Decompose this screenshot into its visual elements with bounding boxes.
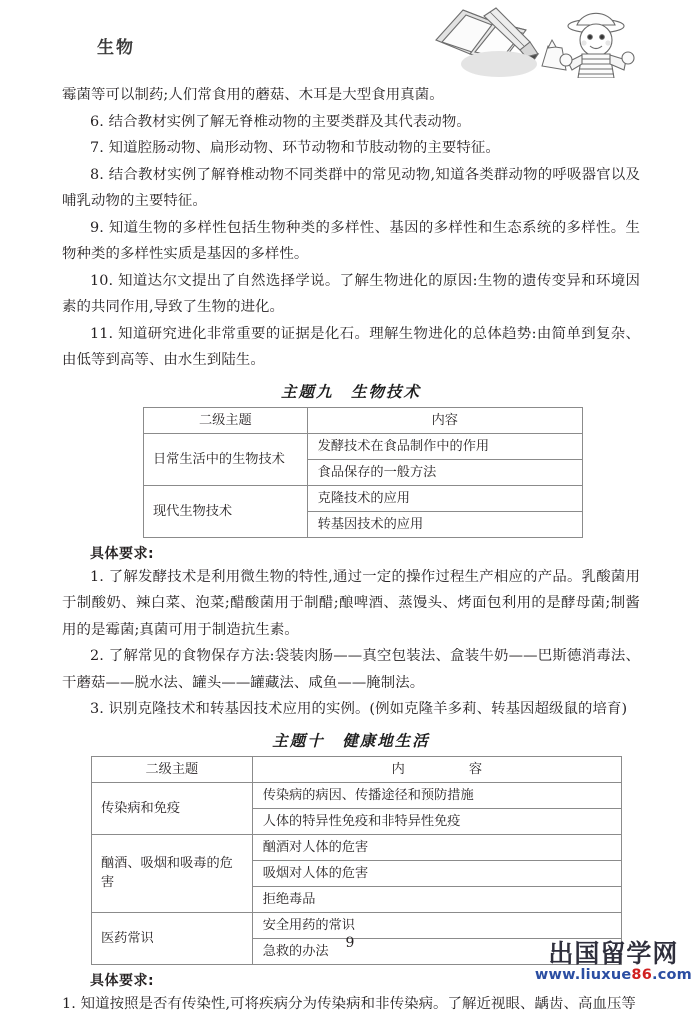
topic10-table (91, 756, 622, 965)
column-header-subject: 二级主题 (144, 407, 308, 433)
subject-badge-label: 生物 (97, 33, 135, 58)
body-paragraph: 8. 结合教材实例了解脊椎动物不同类群中的常见动物,知道各类群动物的呼吸器官以及哺乳动物的主要特征。 (62, 162, 640, 215)
requirement-item: 1. 知道按照是否有传染性,可将疾病分为传染病和非传染病。了解近视眼、龋齿、高血压等 (62, 991, 640, 1017)
body-paragraph: 10. 知道达尔文提出了自然选择学说。了解生物进化的原因:生物的遗传变异和环境因素的共同作用,导致了生物的进化。 (62, 268, 640, 321)
subject-cell: 酗酒、吸烟和吸毒的危害 (92, 834, 253, 912)
column-header-content-part2: 容 (469, 760, 482, 779)
subject-cell: 现代生物技术 (144, 485, 308, 537)
requirements-heading-topic9: 具体要求: (90, 543, 640, 563)
column-header-content-part1: 内 (392, 760, 405, 779)
column-header-subject: 二级主题 (92, 756, 253, 782)
requirement-item: 3. 识别克隆技术和转基因技术应用的实例。(例如克隆羊多莉、转基因超级鼠的培育) (62, 696, 640, 723)
page-header (0, 0, 700, 80)
table-row (144, 485, 583, 511)
content-cell: 转基因技术的应用 (307, 511, 582, 537)
content-cell: 安全用药的常识 (252, 912, 621, 938)
topic9-table-wrapper (143, 407, 583, 538)
watermark-url-part1: www.liuxue (535, 967, 632, 983)
column-header-content (252, 756, 621, 782)
table-row (144, 433, 583, 459)
requirement-item: 1. 了解发酵技术是利用微生物的特性,通过一定的操作过程生产相应的产品。乳酸菌用于制酸奶、辣白菜、泡菜;醋酸菌用于制醋;酿啤酒、蒸馒头、烤面包利用的是酵母菌;制酱用的是霉菌;真菌可用于制造抗生素。 (62, 564, 640, 644)
requirement-item: 2. 了解常见的食物保存方法:袋装肉肠——真空包装法、盒装牛奶——巴斯德消毒法、干蘑菇——脱水法、罐头——罐藏法、咸鱼——腌制法。 (62, 643, 640, 696)
column-header-content: 内容 (307, 407, 582, 433)
body-paragraph: 7. 知道腔肠动物、扁形动物、环节动物和节肢动物的主要特征。 (62, 135, 640, 162)
open-book-pencil-and-student-illustration (430, 0, 645, 78)
watermark-url-part3: .com (652, 967, 692, 983)
body-paragraph: 6. 结合教材实例了解无脊椎动物的主要类群及其代表动物。 (62, 109, 640, 136)
content-cell: 食品保存的一般方法 (307, 459, 582, 485)
content-cell: 人体的特异性免疫和非特异性免疫 (252, 808, 621, 834)
table-row (92, 834, 622, 860)
requirements-heading-topic10: 具体要求: (90, 970, 640, 990)
document-content (62, 82, 640, 1017)
subject-cell: 医药常识 (92, 912, 253, 964)
content-cell: 酗酒对人体的危害 (252, 834, 621, 860)
body-paragraph: 11. 知道研究进化非常重要的证据是化石。理解生物进化的总体趋势:由简单到复杂、由低等到高等、由水生到陆生。 (62, 321, 640, 374)
content-cell: 拒绝毒品 (252, 886, 621, 912)
table-row (92, 782, 622, 808)
content-cell: 克隆技术的应用 (307, 485, 582, 511)
body-paragraph: 9. 知道生物的多样性包括生物种类的多样性、基因的多样性和生态系统的多样性。生物种类的多样性实质是基因的多样性。 (62, 215, 640, 268)
topic9-table (143, 407, 583, 538)
section-title-topic9: 主题九 生物技术 (62, 380, 640, 402)
content-cell: 发酵技术在食品制作中的作用 (307, 433, 582, 459)
table-header-row (92, 756, 622, 782)
page-number: 9 (0, 935, 700, 951)
watermark-chinese-text: 出国留学网 (535, 941, 692, 966)
watermark-url-part2: 86 (631, 967, 652, 983)
watermark-url (535, 968, 692, 983)
content-cell: 急救的办法 (252, 938, 621, 964)
body-paragraph: 霉菌等可以制药;人们常食用的蘑菇、木耳是大型食用真菌。 (62, 82, 640, 109)
table-header-row (144, 407, 583, 433)
topic10-table-wrapper (91, 756, 622, 965)
subject-cell: 传染病和免疫 (92, 782, 253, 834)
content-cell: 吸烟对人体的危害 (252, 860, 621, 886)
site-watermark (535, 941, 692, 983)
subject-cell: 日常生活中的生物技术 (144, 433, 308, 485)
content-cell: 传染病的病因、传播途径和预防措施 (252, 782, 621, 808)
section-title-topic10: 主题十 健康地生活 (62, 729, 640, 751)
